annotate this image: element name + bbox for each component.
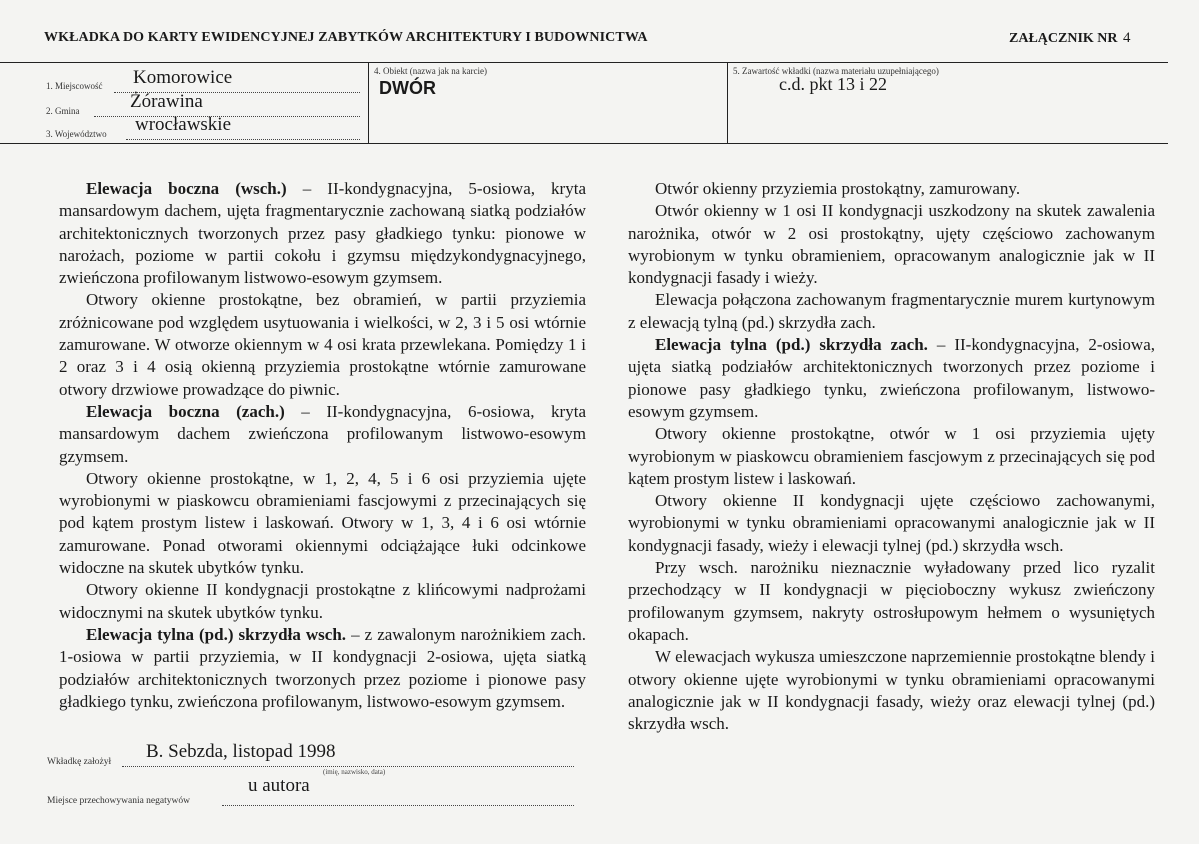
- paragraph-heading: Elewacja tylna (pd.) skrzydła wsch.: [86, 624, 347, 644]
- voivodeship-value: wrocławskie: [135, 114, 232, 135]
- storage-line: [222, 805, 574, 806]
- paragraph-text: Przy wsch. narożniku nieznacznie wyładowany przed lico ryzalit przechodzący w II kondygnacji w pięcioboczny wykusz zwieńczony profilowanym gzymsem, nakryty ostrosłupowym hełmem o wysuniętych okapach.: [628, 558, 1155, 644]
- paragraph-text: Otwory okienne II kondygnacji prostokątne z klińcowymi nadprożami widocznymi na skutek ubytków tynku.: [59, 580, 586, 622]
- paragraph: [628, 334, 1155, 423]
- paragraph-text: – II-kondygnacyjna, 2-osiowa, ujęta siatką podziałów architektonicznych tworzonych przez poziome i pionowe pasy gładkiego tynku, zwieńczona profilowanym, listwowo-esowym gzymsem.: [628, 335, 1155, 421]
- annex-label-text: ZAŁĄCZNIK NR: [1009, 31, 1118, 46]
- author-line: [122, 766, 574, 767]
- paragraph: [628, 423, 1155, 490]
- commune-label: 2. Gmina: [46, 106, 80, 116]
- document-title: WKŁADKA DO KARTY EWIDENCYJNEJ ZABYTKÓW ARCHITEKTURY I BUDOWNICTWA: [44, 30, 648, 45]
- commune-value: Żórawina: [130, 91, 203, 112]
- paragraph-text: Elewacja połączona zachowanym fragmentarycznie murem kurtynowym z elewacją tylną (pd.) skrzydła zach.: [628, 290, 1155, 332]
- voivodeship-label: 3. Województwo: [46, 129, 107, 139]
- right-text-column: [628, 178, 1155, 735]
- paragraph: [59, 289, 586, 400]
- town-value: Komorowice: [133, 67, 233, 88]
- annex-label: [1009, 30, 1131, 47]
- object-label: 4. Obiekt (nazwa jak na karcie): [374, 66, 487, 76]
- author-label: Wkładkę założył: [47, 757, 112, 767]
- contents-value: c.d. pkt 13 i 22: [779, 74, 887, 94]
- storage-value: u autora: [248, 775, 310, 796]
- paragraph-text: Otwór okienny przyziemia prostokątny, zamurowany.: [655, 179, 1021, 198]
- paragraph-text: W elewacjach wykusza umieszczone naprzemiennie prostokątne blendy i otwory okienne ujęte wyrobionymi w tynku obramieniami opracowanymi analogicznie jak w II kondygnacji fasady, wieży oraz elewacji tylnej (pd.) skrzydła wsch.: [628, 647, 1155, 734]
- paragraph: [59, 624, 586, 713]
- paragraph: [628, 557, 1155, 646]
- paragraph-heading: Elewacja tylna (pd.) skrzydła zach.: [655, 335, 928, 355]
- paragraph-heading: Elewacja boczna (wsch.): [86, 179, 287, 198]
- paragraph: [59, 178, 586, 289]
- paragraph: [59, 468, 586, 579]
- form-top-rule: [0, 62, 1168, 63]
- paragraph: [628, 200, 1155, 289]
- contents-label: 5. Zawartość wkładki (nazwa materiału uzupełniającego): [733, 66, 939, 76]
- paragraph-text: Otwory okienne prostokątne, w 1, 2, 4, 5 i 6 osi przyziemia ujęte wyrobionymi w piaskowcu obramieniami fascjowymi z przecinających się pod kątem prostym listew i laskowań. Otwory w 1, 3, 4 i 6 osi wtórnie zamurowane. Ponad otworami okiennymi odciążające łuki odcinkowe widoczne na skutek ubytków tynku.: [59, 468, 586, 578]
- paragraph-text: Otwory okienne prostokątne, otwór w 1 osi przyziemia ujęty wyrobionym w piaskowcu obramieniem fascjowym z przecinających się pod kątem prostym listew i laskowań.: [628, 424, 1155, 488]
- paragraph-text: – z zawalonym narożnikiem zach. 1-osiowa w partii przyziemia, w II kondygnacji 2-osiowa, ujęta siatką podziałów architektonicznych tworzonych przez poziome i pionowe pasy gładkiego tynku, zwieńczona profilowanym, listwowo-esowym gzymsem.: [59, 624, 586, 711]
- form-divider-2: [727, 62, 728, 143]
- paragraph-text: Otwór okienny w 1 osi II kondygnacji uszkodzony na skutek zawalenia narożnika, otwór w 2 osi prostokątny, ujęty częściowo zachowanym wyrobionym w tynku obramieniem, opracowanym analogicznie jak w II kondygnacji fasady i wieży.: [628, 201, 1155, 288]
- paragraph-heading: Elewacja boczna (zach.): [86, 401, 285, 421]
- form-divider-1: [368, 62, 369, 143]
- paragraph: [628, 490, 1155, 557]
- paragraph: [59, 579, 586, 624]
- author-hint: (imię, nazwisko, data): [323, 768, 386, 776]
- paragraph: [59, 401, 586, 468]
- paragraph-text: – II-kondygnacyjna, 6-osiowa, kryta mansardowym dachem zwieńczona profilowanym listwowo-esowym gzymsem.: [59, 401, 586, 466]
- storage-label: Miejsce przechowywania negatywów: [47, 796, 190, 806]
- form-bottom-rule: [0, 143, 1168, 144]
- paragraph: [628, 178, 1155, 200]
- object-value: DWÓR: [379, 78, 436, 98]
- paragraph: [628, 289, 1155, 334]
- paragraph-text: – II-kondygnacyjna, 5-osiowa, kryta mansardowym dachem, ujęta fragmentarycznie zachowaną siatką podziałów architektonicznych tworzonych przez pasy gładkiego tynku: pionowe w narożach, poziome w partii cokołu i gzymsu międzykondygnacyjnego, zwieńczona profilowanym listwowo-esowym gzymsem.: [59, 179, 586, 288]
- town-label: 1. Miejscowość: [46, 81, 103, 91]
- left-text-column: [59, 178, 586, 713]
- voivodeship-line: [126, 139, 360, 140]
- paragraph-text: Otwory okienne II kondygnacji ujęte częściowo zachowanymi, wyrobionymi w tynku obramieniami opracowanymi analogicznie jak w II kondygnacji fasady, wieży i elewacji tylnej (pd.) skrzydła wsch.: [628, 491, 1155, 555]
- paragraph: [628, 646, 1155, 735]
- annex-number: 4: [1123, 30, 1131, 46]
- paragraph-text: Otwory okienne prostokątne, bez obramień, w partii przyziemia zróżnicowane pod względem usytuowania i wielkości, w 2, 3 i 5 osi wtórnie zamurowane. W otworze okiennym w 4 osi krata przewlekana. Pomiędzy 1 i 2 oraz 3 i 4 osią okienną przyziemia prostokątne wtórnie zamurowane otwory drzwiowe prowadzące do piwnic.: [59, 290, 586, 399]
- author-value: B. Sebzda, listopad 1998: [146, 741, 336, 762]
